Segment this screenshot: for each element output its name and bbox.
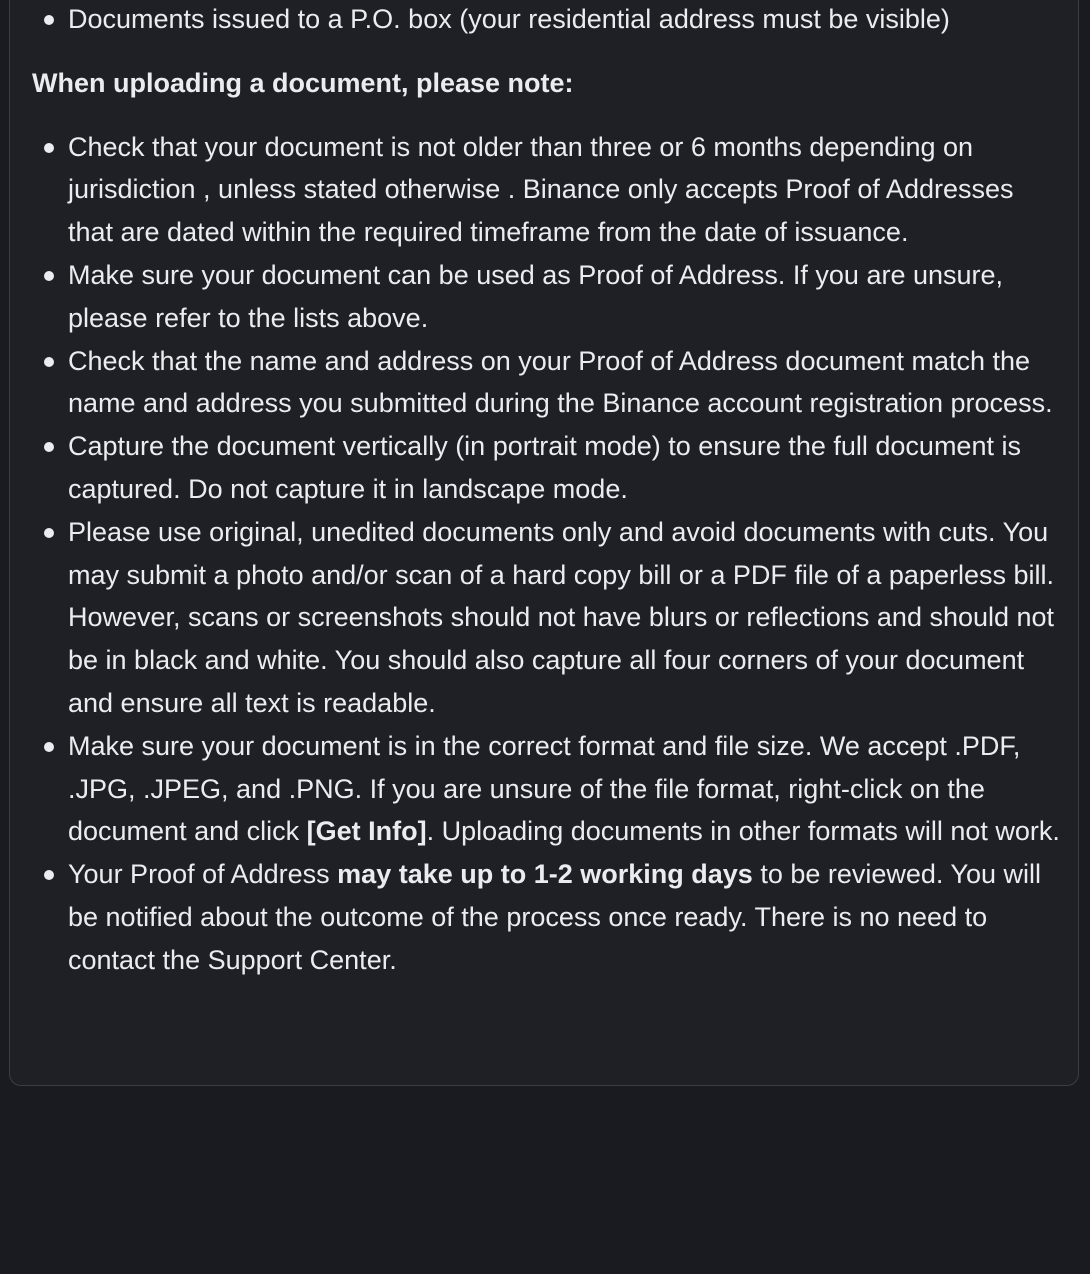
article-content: [32, 0, 1072, 982]
list-text: . Uploading documents in other formats will not work.: [426, 816, 1060, 847]
list-item: [32, 725, 1072, 853]
list-item: [32, 853, 1072, 981]
list-item: Please use original, unedited documents only and avoid documents with cuts. You may submit a photo and/or scan of a hard copy bill or a PDF file of a paperless bill. However, scans or screenshots should not have blurs or reflections and should not be in black and white. You should also capture all four corners of your document and ensure all text is readable.: [32, 511, 1072, 725]
get-info-label: [Get Info]: [306, 816, 427, 847]
excluded-documents-list: [32, 0, 1072, 41]
list-item: Capture the document vertically (in portrait mode) to ensure the full document is captured. Do not capture it in landscape mode.: [32, 425, 1072, 511]
list-text: to be reviewed. You will be notified about the outcome of the process once ready. There is no need to contact the Support Center.: [68, 859, 1041, 975]
list-text: Your Proof of Address: [68, 859, 338, 890]
section-heading: When uploading a document, please note:: [32, 67, 574, 98]
list-item: Documents issued to a P.O. box (your residential address must be visible): [32, 0, 1072, 41]
upload-notes-list: [32, 126, 1072, 982]
list-item: Check that your document is not older than three or 6 months depending on jurisdiction , unless stated otherwise . Binance only accepts Proof of Addresses that are dated within the required timeframe from the date of issuance.: [32, 126, 1072, 254]
list-item: Check that the name and address on your Proof of Address document match the name and address you submitted during the Binance account registration process.: [32, 340, 1072, 426]
list-text: Make sure your document is in the correct format and file size. We accept .PDF, .JPG, .JPEG, and .PNG. If you are unsure of the file format, right-click on the document and click: [68, 730, 1021, 847]
review-time-highlight: may take up to 1-2 working days: [337, 859, 753, 890]
list-item: Make sure your document can be used as Proof of Address. If you are unsure, please refer to the lists above.: [32, 254, 1072, 340]
